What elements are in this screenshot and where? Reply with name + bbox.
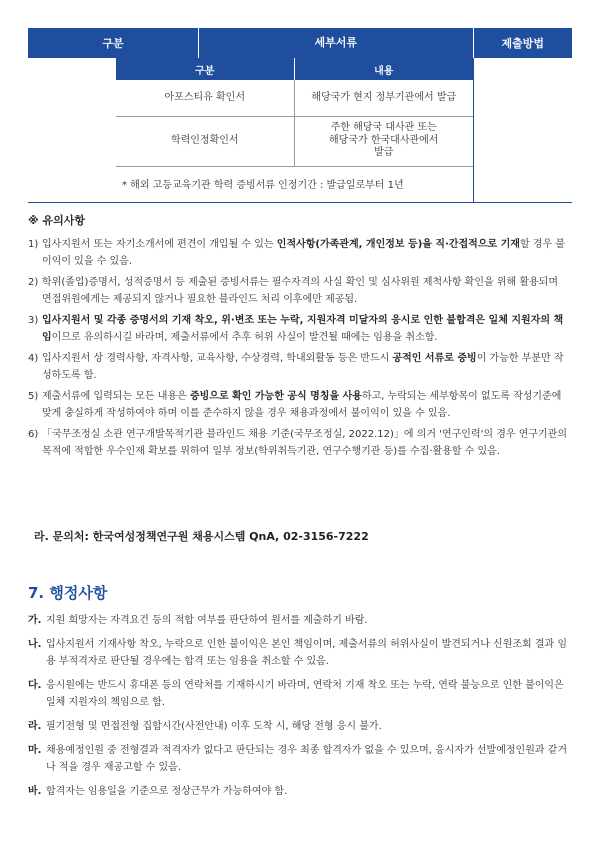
note-emphasis: 인적사항(가족관계, 개인정보 등)을 직·간접적으로 기재 xyxy=(276,239,520,250)
admin-item-label: 라. xyxy=(28,721,42,732)
method-cell xyxy=(473,58,572,203)
table-header-row xyxy=(28,28,572,58)
row-content: 해당국가 현지 정부기관에서 발급 xyxy=(294,80,473,116)
note-item xyxy=(28,312,568,346)
note-item xyxy=(28,274,568,308)
note-fragment: 「국무조정실 소관 연구개발목적기관 블라인드 채용 기준(국무조정실, 2022.12)」에 의거 '연구인력'의 경우 연구기관의 목적에 적합한 우수인재 확보를 위하여 일부 정보(학위취득기관, 연구수행기관 등)를 수집·활용할 수 있음. xyxy=(42,429,567,457)
table-footnote: * 해외 고등교육기관 학력 증빙서류 인정기간 : 발급일로부터 1년 xyxy=(122,179,404,191)
note-fragment: 제출서류에 입력되는 모든 내용은 xyxy=(42,391,190,402)
table-row xyxy=(116,116,473,166)
note-text xyxy=(42,236,568,270)
inner-header-content: 내용 xyxy=(294,58,473,80)
note-text xyxy=(42,426,568,460)
inner-table xyxy=(116,58,473,167)
admin-item xyxy=(28,636,573,670)
admin-item-label: 바. xyxy=(28,786,42,797)
note-text xyxy=(42,350,568,384)
admin-item-text: 채용예정인원 중 전형결과 적격자가 없다고 판단되는 경우 최종 합격자가 없을 수 있으며, 응시자가 선발예정인원과 같거나 적을 경우 재공고할 수 있음. xyxy=(46,745,568,773)
note-text xyxy=(42,312,568,346)
header-category: 구분 xyxy=(102,37,124,50)
note-text xyxy=(42,388,568,422)
section-title: 7. 행정사항 xyxy=(28,584,108,602)
admin-item-text: 입사지원서 기재사항 착오, 누락으로 인한 불이익은 본인 책임이며, 제출서류의 허위사실이 발견되거나 신원조회 결과 임용 부적격자로 판단될 경우에는 합격 또는 임용을 취소할 수 있음. xyxy=(46,639,568,667)
contact-info: 라. 문의처: 한국여성정책연구원 채용시스템 QnA, 02-3156-7222 xyxy=(34,530,369,543)
header-documents: 세부서류 xyxy=(198,28,473,58)
admin-item xyxy=(28,677,573,711)
admin-item xyxy=(28,783,573,800)
note-number: 5) xyxy=(28,391,39,402)
note-item xyxy=(28,350,568,384)
row-category: 아포스티유 확인서 xyxy=(116,80,294,116)
admin-item-text: 합격자는 임용일을 기준으로 정상근무가 가능하여야 함. xyxy=(46,786,288,797)
admin-item xyxy=(28,742,573,776)
notes-title: ※ 유의사항 xyxy=(28,214,86,227)
note-number: 3) xyxy=(28,315,39,326)
notes-list xyxy=(28,236,568,464)
note-item xyxy=(28,388,568,422)
note-item xyxy=(28,236,568,270)
admin-item-label: 다. xyxy=(28,680,42,691)
row-category: 학력인정확인서 xyxy=(116,116,294,166)
table-header-cell xyxy=(28,28,473,58)
admin-item-text: 필기전형 및 면접전형 집합시간(사전안내) 이후 도착 시, 해당 전형 응시 불가. xyxy=(46,721,382,732)
row-content: 주한 해당국 대사관 또는 해당국가 한국대사관에서 발급 xyxy=(294,116,473,166)
admin-item-label: 가. xyxy=(28,615,42,626)
note-emphasis: 공적인 서류로 증빙 xyxy=(392,353,477,364)
admin-item-label: 마. xyxy=(28,745,42,756)
note-fragment: 입사지원서 또는 자기소개서에 편견이 개입될 수 있는 xyxy=(42,239,277,250)
note-emphasis: 증빙으로 확인 가능한 공식 명칭을 사용 xyxy=(189,391,362,402)
note-fragment: 학위(졸업)증명서, 성적증명서 등 제출된 증빙서류는 필수자격의 사실 확인 및 심사위원 제척사항 확인을 위해 활용되며 면접위원에게는 제공되지 않거나 필요한 블라인드 처리 이후에만 제공됨. xyxy=(42,277,558,305)
note-fragment: 이므로 유의하시길 바라며, 제출서류에서 추후 허위 사실이 발견될 때에는 임용을 취소함. xyxy=(51,332,438,343)
admin-item-text: 지원 희망자는 자격요건 등의 적합 여부를 판단하여 원서를 제출하기 바람. xyxy=(46,615,368,626)
note-number: 6) xyxy=(28,429,39,440)
documents-table xyxy=(28,28,572,203)
note-number: 1) xyxy=(28,239,39,250)
admin-item-text: 응시원에는 반드시 휴대폰 등의 연락처를 기재하시기 바라며, 연락처 기재 착오 또는 누락, 연락 불능으로 인한 불이익은 일체 지원자의 책임으로 함. xyxy=(46,680,564,708)
table-row xyxy=(116,80,473,116)
admin-item-label: 나. xyxy=(28,639,42,650)
note-emphasis: 입사지원서 및 각종 증명서의 기재 착오, 위·변조 또는 누락, 지원자격 미달자의 응시로 인한 불합격은 일체 지원자의 책임 xyxy=(42,315,564,343)
note-fragment: 하고, 누락되는 세부항목이 없도록 작성기준에 맞게 충실하게 작성하여야 하며 이를 준수하지 않을 경우 채용과정에서 불이익이 있을 수 있음. xyxy=(42,391,562,419)
inner-header-category: 구분 xyxy=(116,58,294,80)
admin-item xyxy=(28,718,573,735)
note-number: 4) xyxy=(28,353,39,364)
note-item xyxy=(28,426,568,460)
admin-item xyxy=(28,612,573,629)
documents-cell xyxy=(28,58,473,203)
note-number: 2) xyxy=(28,277,39,288)
admin-list xyxy=(28,612,573,807)
note-fragment: 할 경우 불이익이 있을 수 있음. xyxy=(42,239,565,267)
inner-header-row xyxy=(116,58,473,80)
header-method: 제출방법 xyxy=(473,28,572,58)
note-fragment: 이 가능한 부분만 작성하도록 함. xyxy=(42,353,564,381)
note-fragment: 입사지원서 상 경력사항, 자격사항, 교육사항, 수상경력, 학내외활동 등은 반드시 xyxy=(42,353,393,364)
table-body-row xyxy=(28,58,572,203)
note-text xyxy=(42,274,568,308)
